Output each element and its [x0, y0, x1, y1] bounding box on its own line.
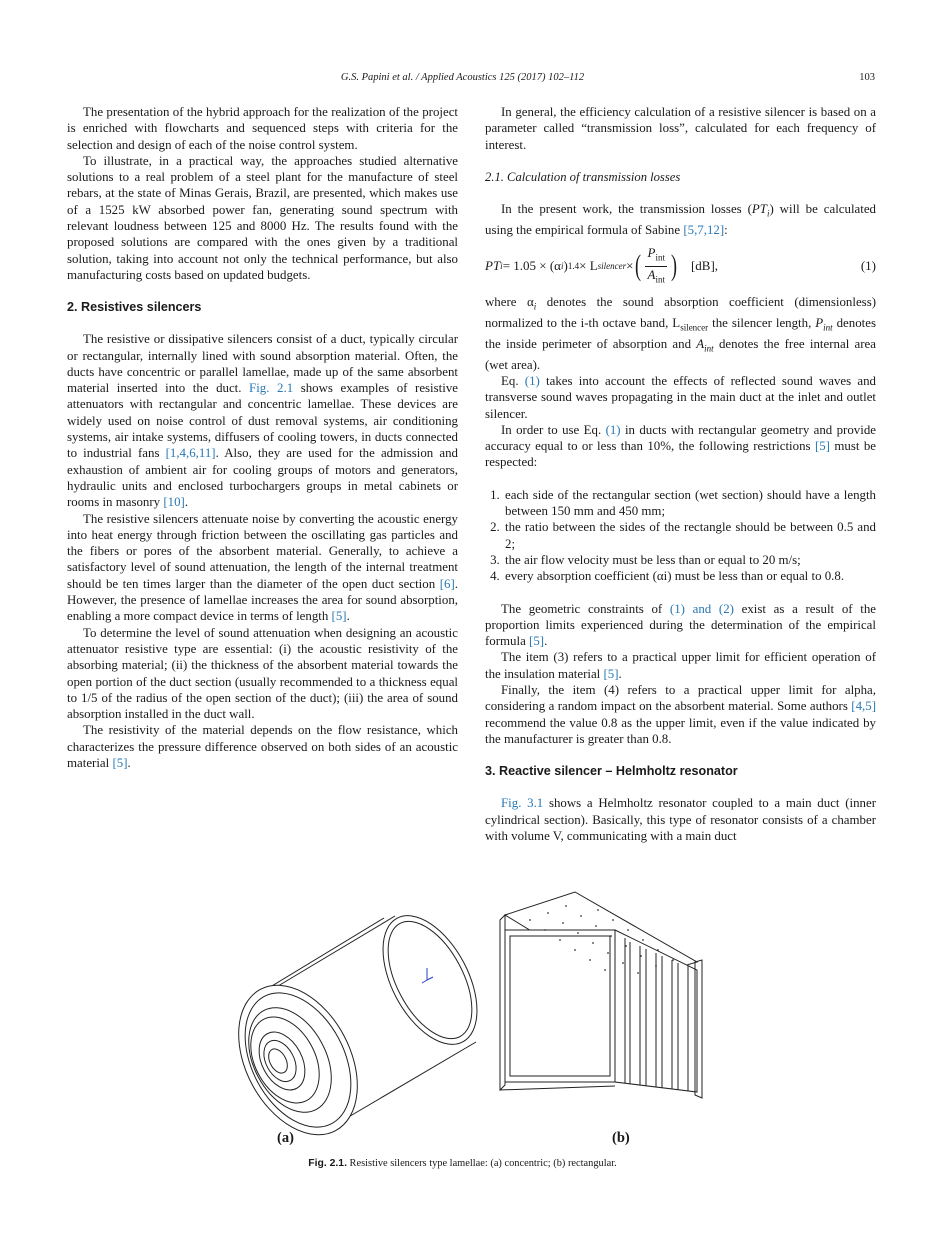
rectangular-silencer-drawing — [500, 892, 702, 1098]
paragraph: In order to use Eq. (1) in ducts with rectangular geometry and provide accuracy equal to or less than 10%, the following restrictions [5] must be respected: — [485, 422, 876, 470]
equation-link[interactable]: (1) and (2) — [669, 601, 734, 616]
section-heading-3: 3. Reactive silencer – Helmholtz resonator — [485, 764, 738, 779]
paragraph: Fig. 3.1 shows a Helmholtz resonator coupled to a main duct (inner cylindrical section). Basically, this type of resonator consists of a chamber with volume V, communicating with a main duct — [485, 796, 876, 843]
citation-link[interactable]: [5] — [112, 755, 128, 770]
figure-panel-label-b: (b) — [612, 1130, 630, 1146]
paragraph: The resistivity of the material depends on the flow resistance, which characterizes the pressure difference observed on both sides of an acoustic material [5]. — [67, 723, 458, 770]
paragraph: The resistive or dissipative silencers consist of a duct, typically circular or rectangular, internally lined with sound absorption material. Often, the ducts have concentric or parallel lamellae, made up of the same absorbent material inserted into the duct. Fig. 2.1 shows examples of resistive attenuators with rectangular and concentric lamellae. These devices are widely used on noise control of dust removal systems, air conditioning systems, air intake systems, diffusers of cooling towers, in ducts connected to industrial fans [1,4,6,11]. Also, they are used for the admission and exhaustion of ambient air for cooling groups of motors and generators, hydraulic units and enclosed turbochargers groups in metal cabinets or rooms in masonry [10]. — [67, 332, 458, 510]
list-item: 3. the air flow velocity must be less than or equal to 20 m/s; — [503, 552, 876, 568]
citation-link[interactable]: [5] — [529, 634, 545, 649]
citation-link[interactable]: [5] — [603, 666, 619, 681]
figure-drawing — [0, 880, 925, 1150]
paragraph: To determine the level of sound attenuation when designing an acoustic attenuator resistive type are essential: (i) the acoustic resistivity of the absorbing material; (ii) the thickness of the absorbent material towards the open portion of the duct section (usually recommended to a thickness equal to 1/5 of the radius of the open section of the duct); (iii) the area of sound absorption installed in the duct wall. — [67, 625, 458, 722]
paragraph: In the present work, the transmission losses $(PT_i)$ will be calculated using the empirical formula of Sabine [5,7,12]: — [485, 201, 876, 237]
equation-link[interactable]: (1) — [605, 422, 621, 437]
paragraph: The presentation of the hybrid approach for the realization of the project is enriched with flowcharts and sequenced steps with criteria for the selection and design of each of the noise control system. — [67, 105, 458, 152]
citation-link[interactable]: [10] — [163, 495, 185, 510]
citation-link[interactable]: [5,7,12] — [683, 222, 725, 237]
paragraph: The resistive silencers attenuate noise by converting the acoustic energy into heat energy through friction between the oscillating gas particles and the fibers or pores of the absorbent material. Generally, to achieve a satisfactory level of sound attenuation, the length of the internal treatment should be ten times larger than the diameter of the open duct section [6]. However, the presence of lamellae increases the area for sound absorption, enabling a more compact device in terms of length [5]. — [67, 511, 458, 624]
figure-caption: Fig. 2.1. Resistive silencers type lamellae: (a) concentric; (b) rectangular. — [308, 1158, 617, 1169]
figure-link[interactable]: Fig. 3.1 — [501, 796, 544, 811]
equation-number: (1) — [860, 258, 876, 274]
paragraph: The geometric constraints of (1) and (2) exist as a result of the proportion limits experienced during the determination of the empirical formula [5]. — [485, 601, 876, 649]
right-column — [485, 104, 876, 844]
concentric-silencer-drawing — [215, 900, 497, 1150]
restrictions-list — [485, 487, 876, 585]
fraction: $\frac{P_{int}}{A_{int}}$ — [647, 244, 665, 285]
figure-panel-label-a: (a) — [277, 1130, 294, 1146]
paragraph: To illustrate, in a practical way, the approaches studied alternative solutions to a real problem of a steel plant for the manufacture of steel rebars, at the state of Minas Gerais, Brazil, are presented, which makes use of a 1525 kW absorbed power fan, generating sound spectrum with relevant loudness between 125 and 8000 Hz. The results found with the proposed solutions are compared with the ones given by a traditional solution, taking into account not only the technical performance, but also manufacturing costs based on updated budgets. — [67, 153, 458, 282]
citation-link[interactable]: [6] — [439, 576, 455, 591]
list-item: 2. the ratio between the sides of the rectangle should be between 0.5 and 2; — [503, 519, 876, 552]
figure-link[interactable]: Fig. 2.1 — [249, 381, 294, 396]
subsection-heading: 2.1. Calculation of transmission losses — [485, 169, 681, 184]
page-number: 103 — [859, 72, 875, 83]
equation-1: PT i = 1.05 × (α i ) 1.4 × L silencer × ( $\frac{P_{int}}{A_{int}}$ ) [dB], (1) — [485, 246, 876, 286]
paragraph: where $\alpha_i$ denotes the sound absorption coefficient (dimensionless) normalized to the i-th octave band, $L_{silencer}$ the silencer length, $P_{int}$ denotes the inside perimeter of absorption and $A_{int}$ denotes the free internal area (wet area). — [485, 295, 876, 372]
equation-link[interactable]: (1) — [524, 373, 540, 388]
paragraph: In general, the efficiency calculation of a resistive silencer is based on a parameter called “transmission loss”, calculated for each frequency of interest. — [485, 105, 876, 152]
section-heading-2: 2. Resistives silencers — [67, 300, 202, 315]
list-item: 1. each side of the rectangular section (wet section) should have a length between 150 mm and 450 mm; — [503, 487, 876, 520]
list-item: 4. every absorption coefficient (αi) must be less than or equal to 0.8. — [503, 568, 876, 584]
paragraph: Finally, the item (4) refers to a practical upper limit for alpha, considering a random impact on the absorbent material. Some authors [4,5] recommend the value 0.8 as the upper limit, even if the value indicated by the manufacturer is greater than 0.8. — [485, 683, 876, 746]
left-column — [67, 104, 458, 771]
citation-link[interactable]: [1,4,6,11] — [165, 446, 216, 461]
citation-link[interactable]: [4,5] — [851, 699, 876, 714]
paragraph: The item (3) refers to a practical upper limit for efficient operation of the insulation material [5]. — [485, 650, 876, 681]
citation-link[interactable]: [5] — [814, 439, 830, 454]
paragraph: Eq. (1) takes into account the effects of reflected sound waves and transverse sound waves propagating in the main duct at the inlet and outlet silencer. — [485, 373, 877, 421]
journal-citation: G.S. Papini et al. / Applied Acoustics 125 (2017) 102–112 — [340, 72, 585, 83]
caption-label: Fig. 2.1. — [308, 1158, 347, 1169]
citation-link[interactable]: [5] — [331, 609, 347, 624]
figure-2-1 — [0, 880, 925, 1180]
